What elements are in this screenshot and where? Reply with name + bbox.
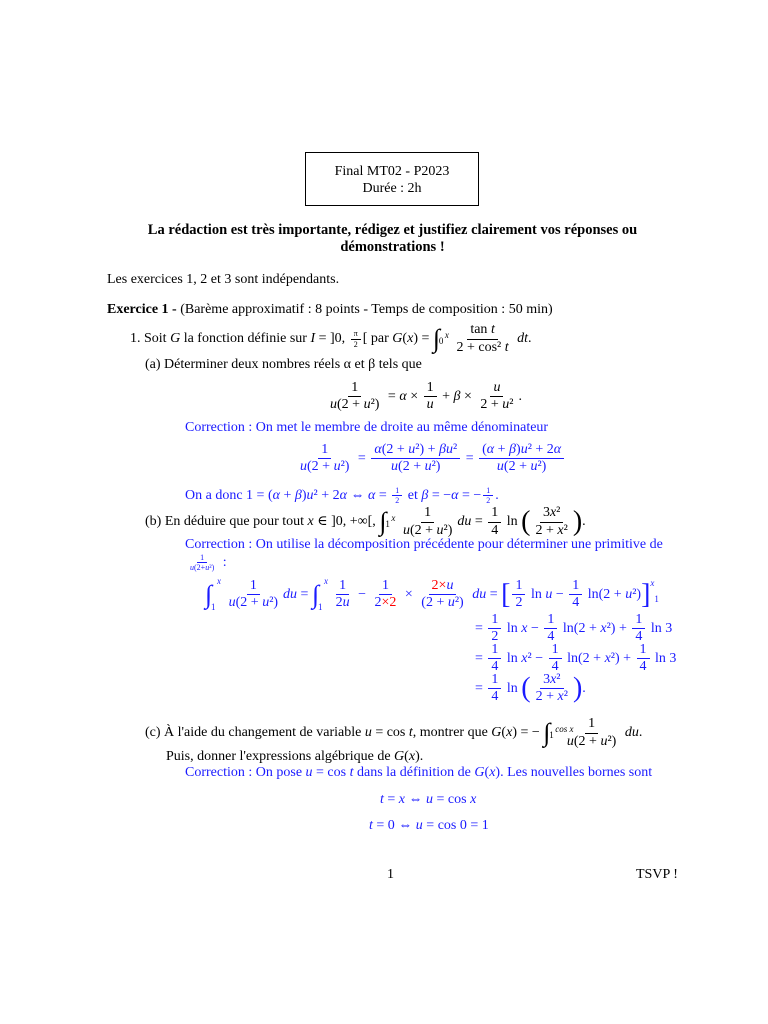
correction-a-conclusion: On a donc 1 = (α + β)u² + 2α ⇔ α = $\frac{1}{2}$ et β = −α = − $\frac{1}{2}$ . — [185, 486, 499, 506]
correction-b-line2: = $\frac{1}{2}$ ln x − $\frac{1}{4}$ ln(2 + x²) + $\frac{1}{4}$ ln 3 — [475, 612, 673, 645]
correction-c-bound1: t = x ⇔ u = cos x — [380, 792, 477, 807]
correction-a-intro: Correction : On met le membre de droite au même dénominateur — [185, 420, 549, 435]
correction-b-line4: = $\frac{1}{4}$ ln ( $\frac{\text{3x²}}{\text{2 + x²}}$ ). — [475, 672, 586, 705]
notice-line-2: démonstrations ! — [340, 239, 445, 255]
question-c: (c) À l'aide du changement de variable u = cos t, montrer que G(x) = − ∫ cos x 1 $\frac{1}{\text{u(2 + u²)}}$ du. — [145, 716, 643, 749]
correction-c-bound2: t = 0 ⇔ u = cos 0 = 1 — [369, 818, 489, 833]
tsvp: TSVP ! — [636, 867, 678, 882]
correction-c: Correction : On pose u = cos t dans la définition de G(x). Les nouvelles bornes sont — [185, 765, 653, 780]
intro-text: Les exercices 1, 2 et 3 sont indépendants. — [107, 272, 340, 287]
exam-title: Final MT02 - P2023 — [334, 164, 450, 179]
exercise-label: Exercice 1 - — [107, 302, 177, 317]
page-number: 1 — [387, 867, 394, 882]
notice — [100, 222, 685, 256]
correction-b-intro: Correction : On utilise la décomposition précédente pour déterminer une primitive de $\frac{1}{\text{u(2+u²)}}$ : — [185, 537, 663, 573]
exam-duration: Durée : 2h — [362, 181, 422, 196]
integral-sign: ∫ x 0 — [432, 324, 449, 353]
question-c-line2: Puis, donner l'expressions algébrique de G(x). — [166, 749, 424, 764]
exercise-header — [107, 302, 553, 318]
title-box — [305, 152, 479, 206]
question-a: (a) Déterminer deux nombres réels α et β tels que — [145, 357, 422, 372]
equation-a: $\frac{1}{\text{u(2 + u²)}}$ = α × $\frac{1}{u}$ + β × $\frac{u}{\text{2 + u²}}$ . — [330, 380, 522, 413]
correction-a-equation: $\frac{1}{\text{u(2 + u²)}}$ = $\frac{\text{α(2 + u²) + βu²}}{\text{u(2 + u²)}}$ = $\frac{\text{(α + β)u² + 2α}}{\text{u(2 + u²)}}$ — [295, 442, 566, 475]
correction-b-line3: = $\frac{1}{4}$ ln x² − $\frac{1}{4}$ ln(2 + x²) + $\frac{1}{4}$ ln 3 — [475, 642, 677, 675]
correction-b-line1: ∫ x 1 $\frac{1}{\text{u(2 + u²)}}$ du = ∫ x 1 $\frac{1}{2u}$ − $\frac{1}{2\times 2}$ × $\frac{2\times u}{\text{(2 + u²)}}$ du = [ $\frac{1}{2}$ ln u − $\frac{1}{4}$ ln(2 + u²)]$^x_1$ — [205, 575, 659, 612]
exercise-bareme: (Barème approximatif : 8 points - Temps de composition : 50 min) — [180, 302, 553, 317]
question-b: (b) En déduire que pour tout x ∈ ]0, +∞[, ∫ x 1 $\frac{1}{\text{u(2 + u²)}}$ du = $\frac{1}{4}$ ln ( $\frac{\text{3x²}}{\text{2 + x²}}$ ). — [145, 505, 586, 538]
notice-line-1: La rédaction est très importante, rédigez et justifiez clairement vos réponses ou — [147, 222, 638, 238]
question-1: 1. Soit G la fonction définie sur I = ]0, $\frac{\pi}{2}$ [ par G(x) = ∫ x 0 $\frac{\text{tan t}}{\text{2 + cos² t}}$ dt. — [130, 322, 532, 355]
